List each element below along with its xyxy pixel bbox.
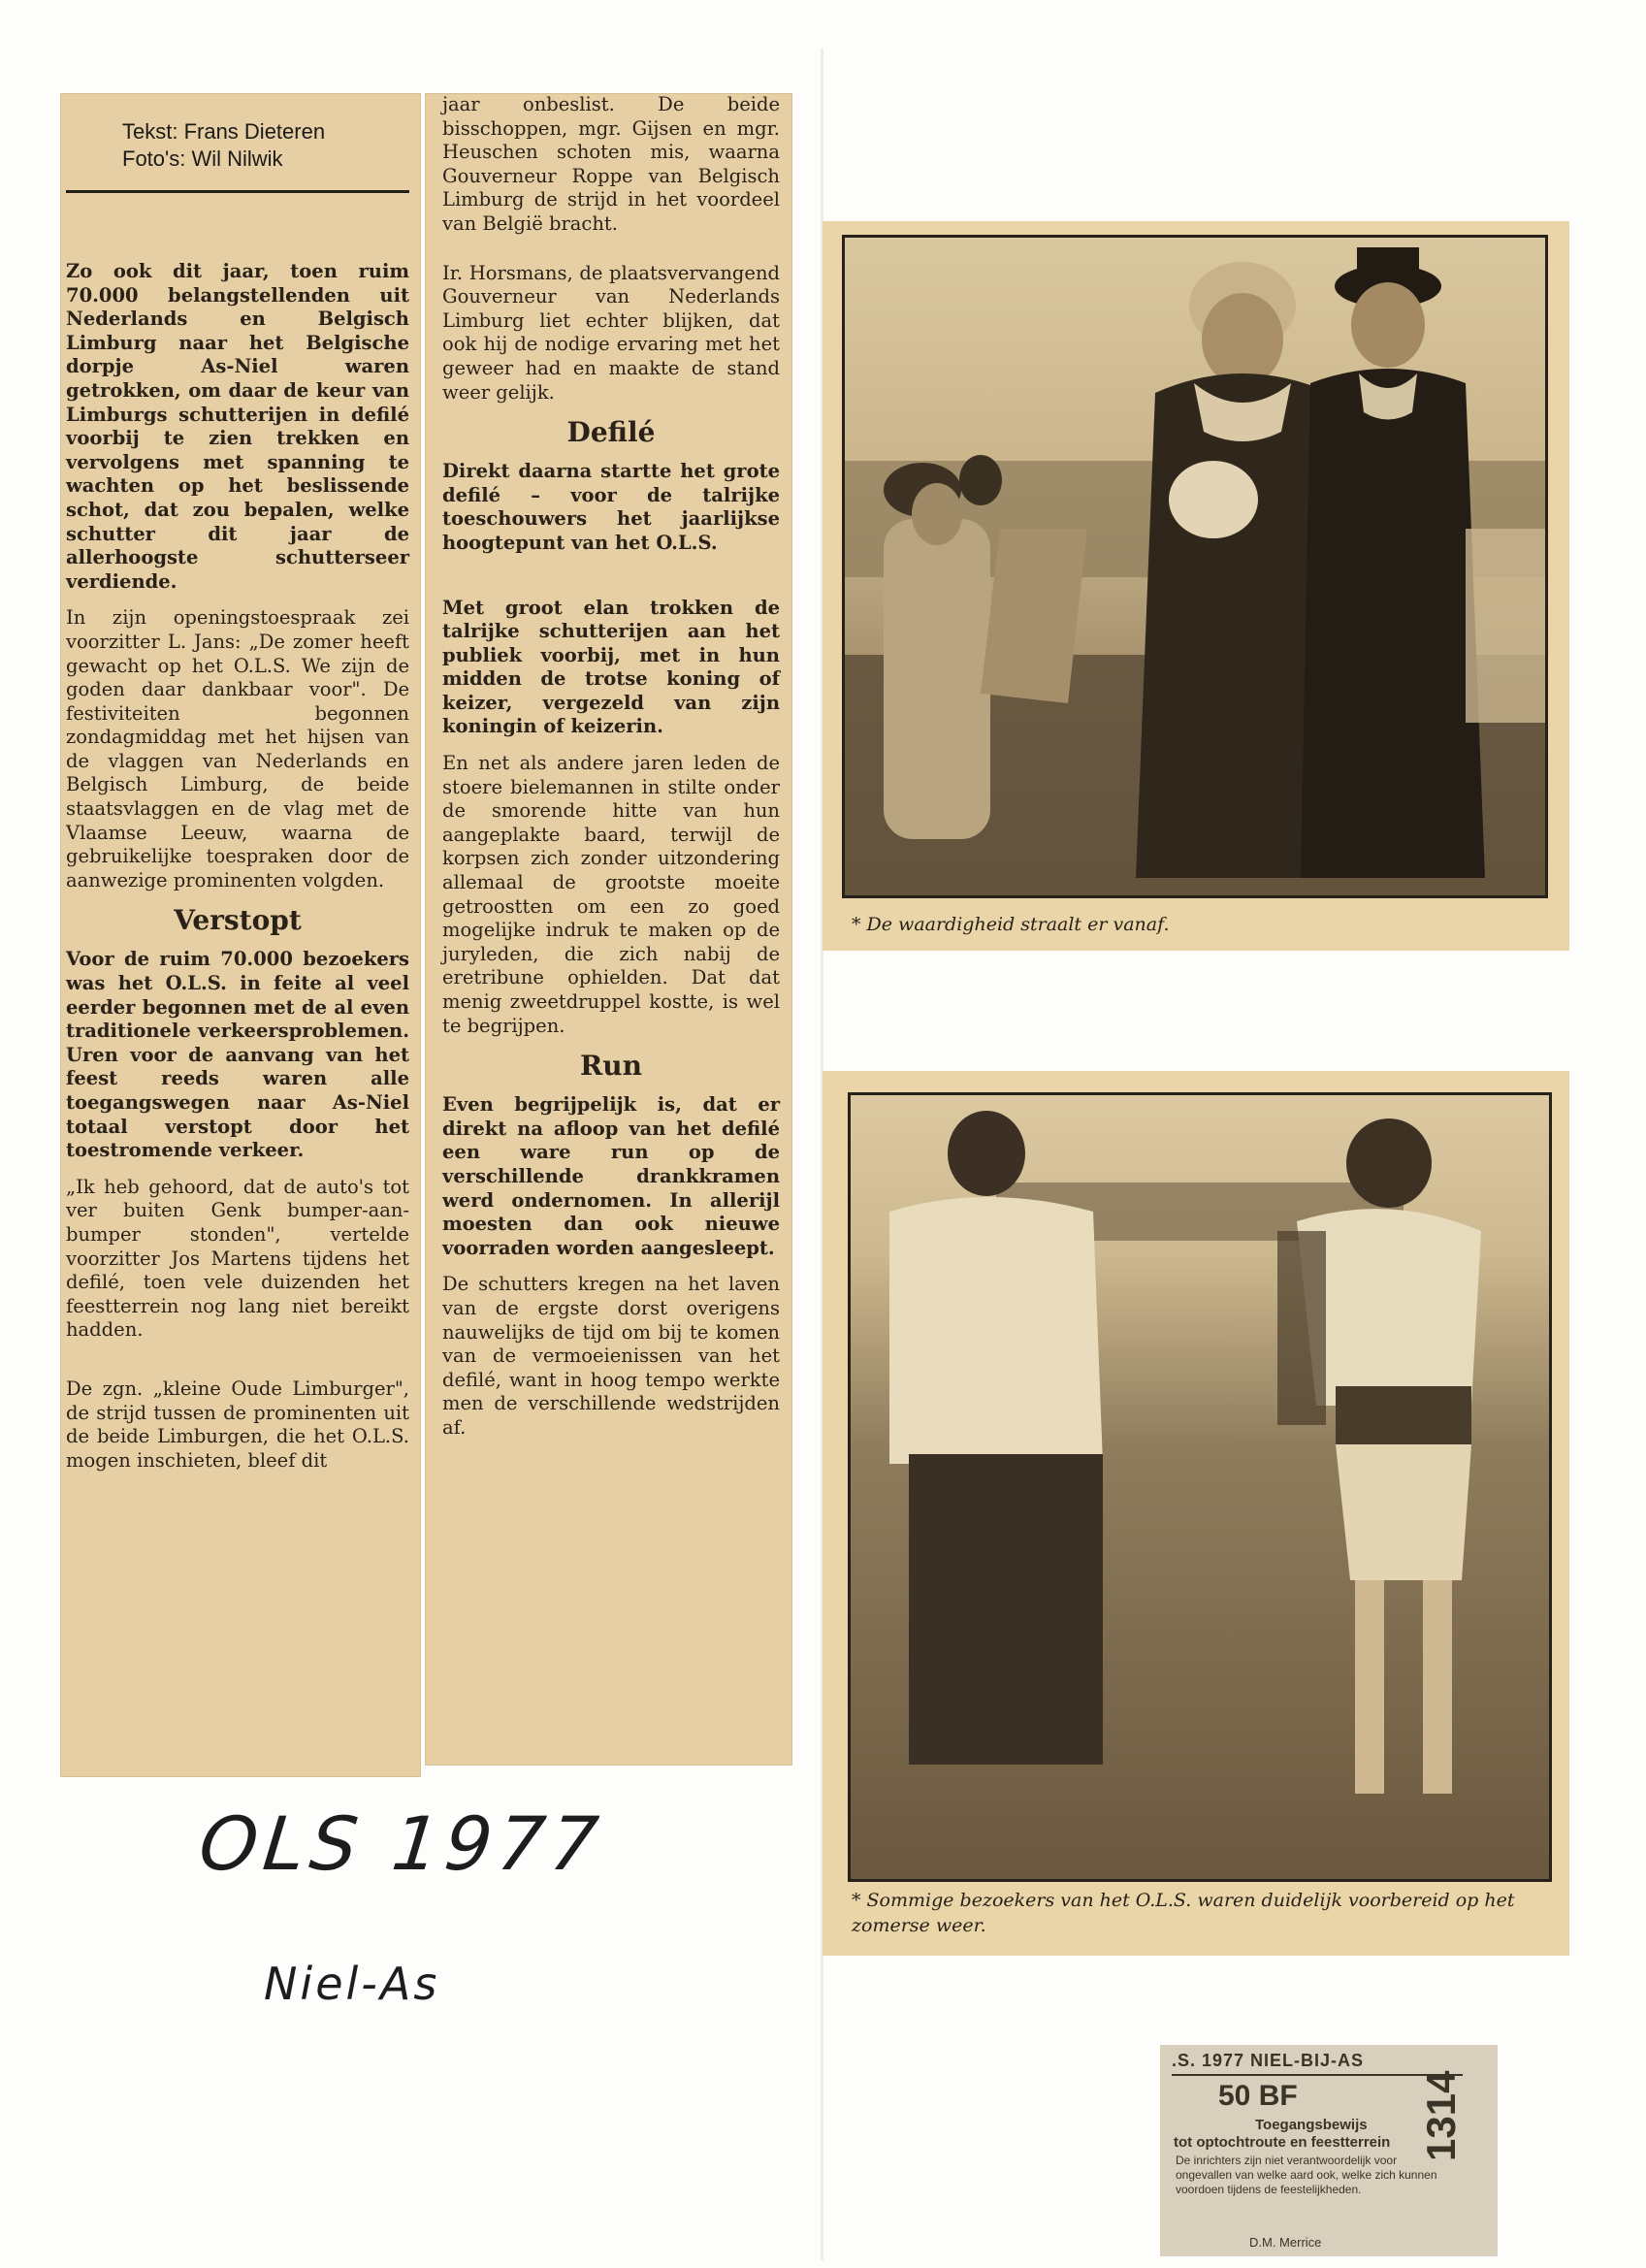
paragraph: De zgn. „kleine Oude Limburger", de strijd tussen de prominenten uit de beide Limburgen, die het O.L.S. mogen inschieten, bleef dit xyxy=(66,1377,409,1472)
paragraph: In zijn openingstoespraak zei voorzitter L. Jans: „De zomer heeft gewacht op het O.L.S. We zijn de goden daar dankbaar voor". De festiviteiten begonnen zondagmiddag met het hijsen van de vlaggen van Nederlands en Belgisch Limburg, de beide staatsvlaggen en de vlag met de Vlaamse Leeuw, waarna de gebruikelijke toespraken door de aanwezige prominenten volgden. xyxy=(66,606,409,891)
section-heading-defile: Defilé xyxy=(566,416,656,449)
ticket-number: 1314 xyxy=(1418,2070,1464,2161)
article-column-1 xyxy=(66,260,409,1485)
paragraph: jaar onbeslist. De beide bisschoppen, mgr. Gijsen en mgr. Heuschen schoten mis, waarna Gouverneur Roppe van Belgisch Limburg de strijd in het voordeel van België bracht. xyxy=(442,93,780,235)
paragraph: Ir. Horsmans, de plaatsvervangend Gouverneur van Nederlands Limburg liet echter blijken, dat ook hij de nodige ervaring met het geweer had en maakte de stand weer gelijk. xyxy=(442,261,780,404)
handwritten-note-1: OLS 1977 xyxy=(195,1800,608,1887)
procession-image xyxy=(845,238,1545,895)
photo-clipping-1 xyxy=(823,221,1569,951)
ticket-price: 50 BF xyxy=(1218,2080,1298,2112)
photo-caption-1: * De waardigheid straalt er vanaf. xyxy=(852,914,1170,935)
visitors-image xyxy=(851,1095,1549,1879)
intro-paragraph: Zo ook dit jaar, toen ruim 70.000 belangstellenden uit Nederlands en Belgisch Limburg naar het Belgische dorpje As-Niel waren getrokken, om daar de keur van Limburgs schutterijen in defilé voorbij te zien trekken en vervolgens met spanning te wachten op het beslissende schot, dat zou bepalen, welke schutter dit jaar de allerhoogste schutterseer verdiende. xyxy=(66,260,409,593)
paragraph: Voor de ruim 70.000 bezoekers was het O.L.S. in feite al veel eerder begonnen met de al even traditionele verkeersproblemen. Uren voor de aanvang van het feest reeds waren alle toegangswegen naar As-Niel totaal verstopt door het toestromende verkeer. xyxy=(66,948,409,1162)
text-author: Tekst: Frans Dieteren xyxy=(122,119,326,144)
paragraph: Direkt daarna startte het grote defilé – voor de talrijke toeschouwers het jaarlijkse hoogtepunt van het O.L.S. xyxy=(442,460,780,554)
paragraph: De schutters kregen na het laven van de ergste dorst overigens nauwelijks de tijd om bij te komen van de vermoeienissen van het defilé, want in hoog tempo werkte men de verschillende wedstrijden af. xyxy=(442,1273,780,1439)
ticket-fine-print: De inrichters zijn niet verantwoordelijk voor ongevallen van welke aard ook, welke zich kunnen voordoen tijdens de feestelijkheden. xyxy=(1176,2154,1437,2196)
ticket-title: Toegangsbewijs xyxy=(1255,2117,1368,2133)
byline-rule xyxy=(66,190,409,193)
photo-caption-2: * Sommige bezoekers van het O.L.S. waren duidelijk voorbereid op het zomerse weer. xyxy=(852,1890,1515,1936)
photo-author: Foto's: Wil Nilwik xyxy=(122,146,283,171)
paragraph: Met groot elan trokken de talrijke schutterijen aan het publiek voorbij, met in hun midden de trotse koning of keizer, vergezeld van zijn koningin of keizerin. xyxy=(442,596,780,738)
entry-ticket xyxy=(1160,2045,1498,2256)
ticket-subtitle: tot optochtroute en feestterrein xyxy=(1174,2134,1391,2151)
article-column-2 xyxy=(442,93,780,1453)
paragraph: „Ik heb gehoord, dat de auto's tot ver buiten Genk bumper-aan-bumper stonden", vertelde voorzitter Jos Martens tijdens het defilé, toen vele duizenden het feestterrein nog lang niet bereikt hadden. xyxy=(66,1175,409,1342)
paragraph: En net als andere jaren leden de stoere bielemannen in stilte onder de smorende hitte van hun aangeplakte baard, terwijl de korpsen zich zonder uitzondering allemaal de grootste moeite getroostten om een zo goed mogelijke indruk te maken op de juryleden, die zich nabij de eretribune ophielden. Dat dat menig zweetdruppel kostte, is wel te begrijpen. xyxy=(442,752,780,1037)
section-heading-verstopt: Verstopt xyxy=(174,904,302,937)
photo-clipping-2 xyxy=(823,1071,1569,1956)
procession-photo xyxy=(842,235,1548,898)
handwritten-note-2: Niel-As xyxy=(264,1958,440,2010)
section-heading-run: Run xyxy=(580,1050,642,1083)
paragraph: Even begrijpelijk is, dat er direkt na afloop van het defilé een ware run op de verschillende drankkramen werd ondernomen. In allerijl moesten dan ook nieuwe voorraden worden aangesleept. xyxy=(442,1093,780,1259)
ticket-header: .S. 1977 NIEL-BIJ-AS xyxy=(1172,2051,1365,2070)
ticket-printer: D.M. Merrice xyxy=(1249,2235,1322,2250)
byline xyxy=(122,118,325,173)
visitors-photo xyxy=(848,1092,1552,1882)
